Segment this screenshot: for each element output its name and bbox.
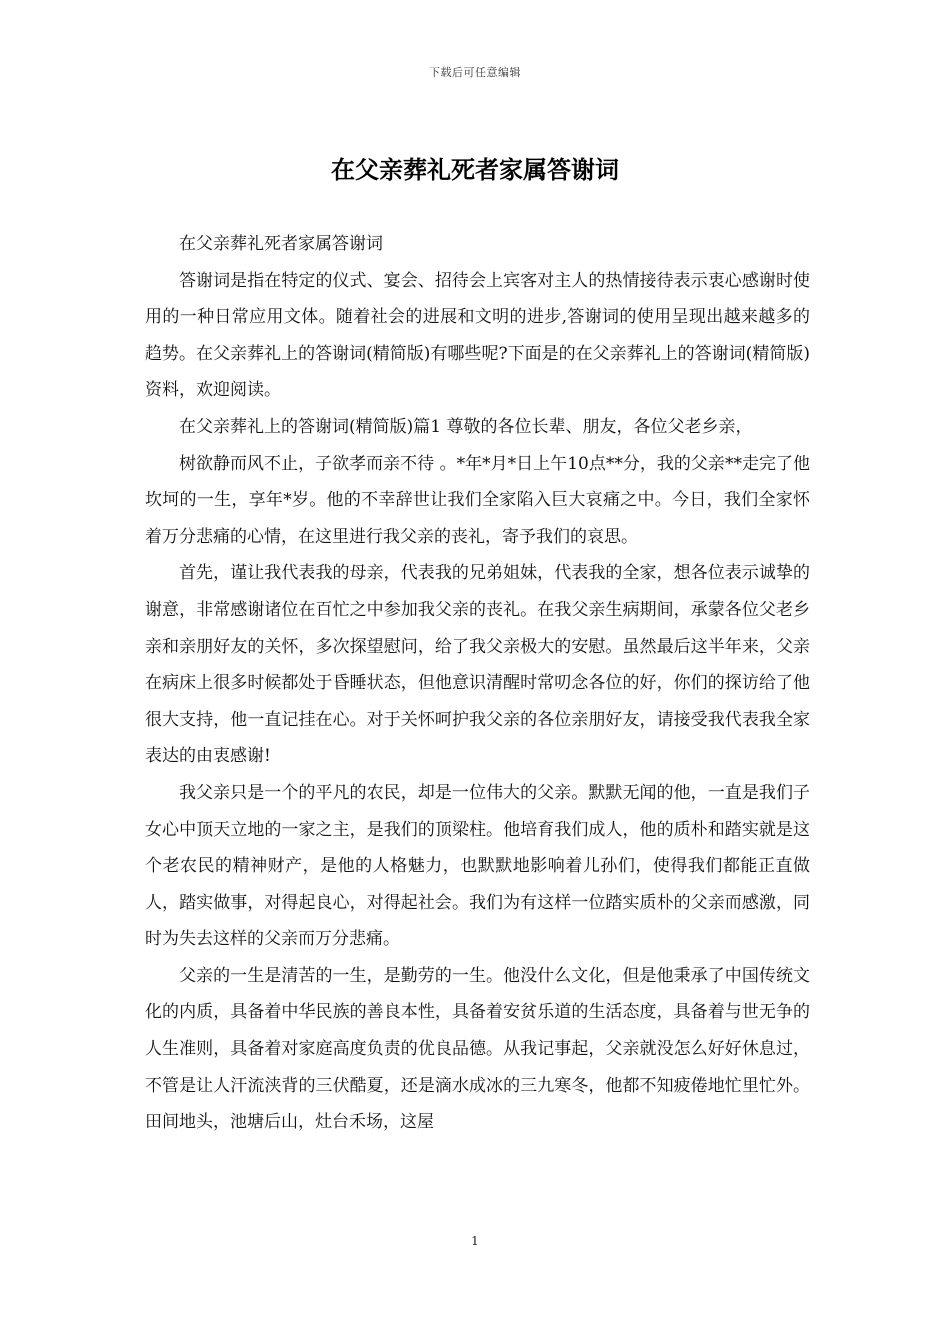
paragraph: 首先，谨让我代表我的母亲，代表我的兄弟姐妹，代表我的全家，想各位表示诚挚的谢意，非常感谢诸位在百忙之中参加我父亲的丧礼。在我父亲生病期间，承蒙各位父老乡亲和亲朋好友的关怀，多次探望慰问，给了我父亲极大的安慰。虽然最后这半年来，父亲在病床上很多时候都处于昏睡状态，但他意识清醒时常叨念各位的好，你们的探访给了他很大支持，他一直记挂在心。对于关怀呵护我父亲的各位亲朋好友，请接受我代表我全家表达的由衷感谢! <box>145 563 810 767</box>
paragraph: 我父亲只是一个的平凡的农民，却是一位伟大的父亲。默默无闻的他，一直是我们子女心中顶天立地的一家之主，是我们的顶梁柱。他培育我们成人，他的质朴和踏实就是这个老农民的精神财产，是他的人格魅力，也默默地影响着儿孙们，使得我们都能正直做人，踏实做事，对得起良心，对得起社会。我们为有这样一位踏实质朴的父亲而感激，同时为失去这样的父亲而万分悲痛。 <box>145 782 810 950</box>
paragraph: 在父亲葬礼上的答谢词(精简版)篇1 尊敬的各位长辈、朋友，各位父老乡亲， <box>179 416 753 437</box>
paragraph: 树欲静而风不止，子欲孝而亲不待 。*年*月*日上午10点**分，我的父亲**走完了他坎坷的一生，享年*岁。他的不幸辞世让我们全家陷入巨大哀痛之中。今日，我们全家怀着万分悲痛的心情，在这里进行我父亲的丧礼，寄予我们的哀思。 <box>145 453 810 547</box>
paragraph: 父亲的一生是清苦的一生，是勤劳的一生。他没什么文化，但是他秉承了中国传统文化的内质，具备着中华民族的善良本性，具备着安贫乐道的生活态度，具备着与世无争的人生准则，具备着对家庭高度负责的优良品德。从我记事起，父亲就没怎么好好休息过，不管是让人汗流浃背的三伏酷夏，还是滴水成冰的三九寒冬，他都不知疲倦地忙里忙外。田间地头，池塘后山，灶台禾场，这屋 <box>145 965 810 1133</box>
page-header-note: 下载后可任意编辑 <box>429 66 521 79</box>
page-number: 1 <box>471 1234 479 1248</box>
paragraph-subtitle: 在父亲葬礼死者家属答谢词 <box>179 234 383 254</box>
paragraph: 答谢词是指在特定的仪式、宴会、招待会上宾客对主人的热情接待表示衷心感谢时使用的一种日常应用文体。随着社会的进展和文明的进步,答谢词的使用呈现出越来越多的趋势。在父亲葬礼上的答谢词(精简版)有哪些呢?下面是的在父亲葬礼上的答谢词(精简版)资料，欢迎阅读。 <box>145 270 810 401</box>
document-body <box>145 226 810 1141</box>
document-title: 在父亲葬礼死者家属答谢词 <box>331 155 619 184</box>
